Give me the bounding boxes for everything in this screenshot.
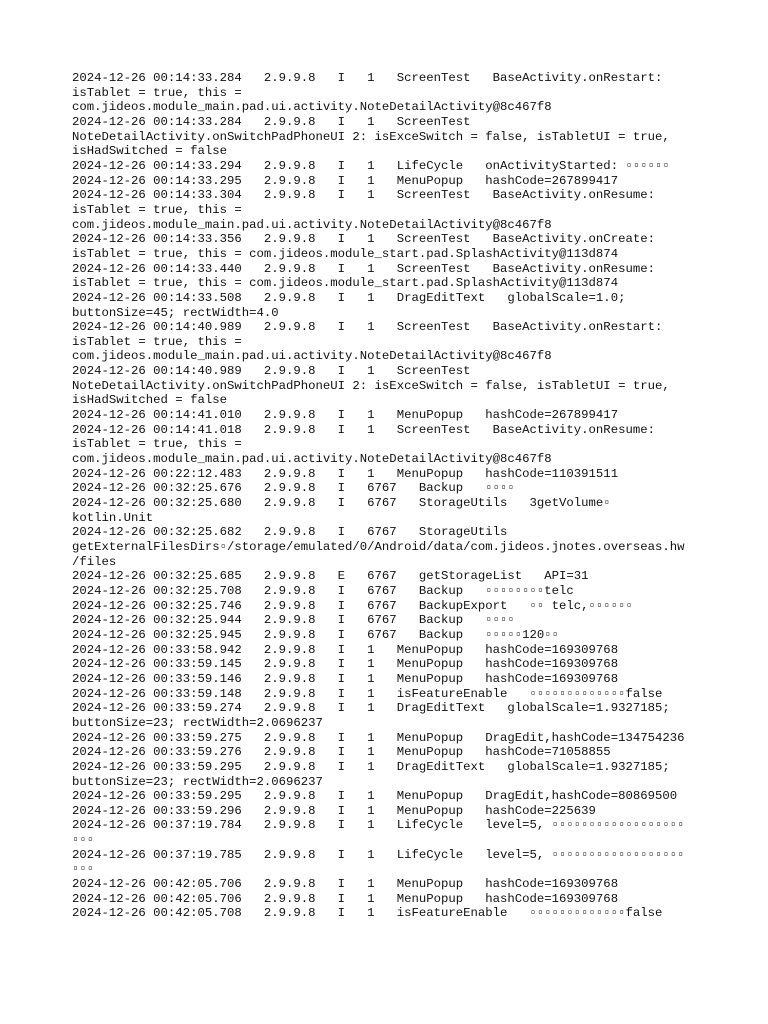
log-entry: 2024-12-26 00:33:59.146 2.9.9.8 I 1 MenuPopup hashCode=169309768: [72, 671, 619, 686]
log-entry: 2024-12-26 00:22:12.483 2.9.9.8 I 1 MenuPopup hashCode=110391511: [72, 466, 619, 481]
log-entry: 2024-12-26 00:42:05.708 2.9.9.8 I 1 isFeatureEnable ▫▫▫▫▫▫▫▫▫▫▫▫▫false: [72, 906, 663, 921]
log-entry: 2024-12-26 00:14:33.294 2.9.9.8 I 1 LifeCycle onActivityStarted: ▫▫▫▫▫▫: [72, 158, 670, 173]
log-entry: 2024-12-26 00:33:59.295 2.9.9.8 I 1 DragEditText globalScale=1.9327185; buttonSize=23; rectWidth=2.0696237: [72, 759, 670, 789]
log-entry: 2024-12-26 00:33:59.275 2.9.9.8 I 1 MenuPopup DragEdit,hashCode=134754236: [72, 730, 685, 745]
log-entry: 2024-12-26 00:32:25.746 2.9.9.8 I 6767 BackupExport ▫▫ telc,▫▫▫▫▫▫: [72, 598, 633, 613]
log-entry: 2024-12-26 00:32:25.708 2.9.9.8 I 6767 Backup ▫▫▫▫▫▫▫▫telc: [72, 583, 574, 598]
log-entry: 2024-12-26 00:14:33.295 2.9.9.8 I 1 MenuPopup hashCode=267899417: [72, 173, 619, 188]
log-entry: 2024-12-26 00:33:59.145 2.9.9.8 I 1 MenuPopup hashCode=169309768: [72, 657, 619, 672]
log-entry: 2024-12-26 00:14:33.304 2.9.9.8 I 1 ScreenTest BaseActivity.onResume: isTablet = true, this = com.jideos.module_main.pad.ui.activity.NoteDetailActivity@8c467f8: [72, 188, 655, 232]
log-entry: 2024-12-26 00:14:33.356 2.9.9.8 I 1 ScreenTest BaseActivity.onCreate: isTablet = true, this = com.jideos.module_start.pad.SplashActivity@113d874: [72, 232, 655, 261]
log-entry: 2024-12-26 00:32:25.676 2.9.9.8 I 6767 Backup ▫▫▫▫: [72, 481, 515, 496]
log-entry: 2024-12-26 00:33:59.295 2.9.9.8 I 1 MenuPopup DragEdit,hashCode=80869500: [72, 789, 678, 804]
log-entry: 2024-12-26 00:33:59.296 2.9.9.8 I 1 MenuPopup hashCode=225639: [72, 803, 596, 818]
log-entry: 2024-12-26 00:33:59.274 2.9.9.8 I 1 DragEditText globalScale=1.9327185; buttonSize=23; rectWidth=2.0696237: [72, 701, 670, 730]
log-entry: 2024-12-26 00:33:59.148 2.9.9.8 I 1 isFeatureEnable ▫▫▫▫▫▫▫▫▫▫▫▫▫false: [72, 686, 663, 701]
log-entry: 2024-12-26 00:32:25.682 2.9.9.8 I 6767 StorageUtils getExternalFilesDirs▫/storage/emulated/0/Android/data/com.jideos.jnotes.overseas.hw /files: [72, 525, 685, 569]
log-entry: 2024-12-26 00:32:25.680 2.9.9.8 I 6767 StorageUtils 3getVolume▫ kotlin.Unit: [72, 496, 611, 525]
log-entry: 2024-12-26 00:14:41.010 2.9.9.8 I 1 MenuPopup hashCode=267899417: [72, 408, 619, 423]
log-entry: 2024-12-26 00:37:19.784 2.9.9.8 I 1 LifeCycle level=5, ▫▫▫▫▫▫▫▫▫▫▫▫▫▫▫▫▫▫ ▫▫▫: [72, 818, 685, 848]
log-document: [72, 71, 712, 921]
log-entry: 2024-12-26 00:33:58.942 2.9.9.8 I 1 MenuPopup hashCode=169309768: [72, 642, 619, 657]
log-entry: 2024-12-26 00:32:25.945 2.9.9.8 I 6767 Backup ▫▫▫▫▫120▫▫: [72, 627, 560, 642]
log-entry: 2024-12-26 00:14:33.284 2.9.9.8 I 1 ScreenTest BaseActivity.onRestart: isTablet = true, this = com.jideos.module_main.pad.ui.activity.NoteDetailActivity@8c467f8: [72, 71, 663, 115]
log-entry: 2024-12-26 00:33:59.276 2.9.9.8 I 1 MenuPopup hashCode=71058855: [72, 745, 611, 760]
log-entry: 2024-12-26 00:37:19.785 2.9.9.8 I 1 LifeCycle level=5, ▫▫▫▫▫▫▫▫▫▫▫▫▫▫▫▫▫▫ ▫▫▫: [72, 847, 685, 877]
log-entry: 2024-12-26 00:42:05.706 2.9.9.8 I 1 MenuPopup hashCode=169309768: [72, 891, 619, 906]
log-entry: 2024-12-26 00:32:25.944 2.9.9.8 I 6767 Backup ▫▫▫▫: [72, 613, 515, 628]
log-entry: 2024-12-26 00:14:33.508 2.9.9.8 I 1 DragEditText globalScale=1.0; buttonSize=45; rectWidth=4.0: [72, 290, 626, 320]
log-entry: 2024-12-26 00:32:25.685 2.9.9.8 E 6767 getStorageList API=31: [72, 569, 589, 584]
log-entry: 2024-12-26 00:14:33.440 2.9.9.8 I 1 ScreenTest BaseActivity.onResume: isTablet = true, this = com.jideos.module_start.pad.SplashActivity@113d874: [72, 261, 655, 291]
log-entry: 2024-12-26 00:42:05.706 2.9.9.8 I 1 MenuPopup hashCode=169309768: [72, 877, 619, 892]
log-entry: 2024-12-26 00:14:41.018 2.9.9.8 I 1 ScreenTest BaseActivity.onResume: isTablet = true, this = com.jideos.module_main.pad.ui.activity.NoteDetailActivity@8c467f8: [72, 422, 655, 467]
log-entry: 2024-12-26 00:14:40.989 2.9.9.8 I 1 ScreenTest BaseActivity.onRestart: isTablet = true, this = com.jideos.module_main.pad.ui.activity.NoteDetailActivity@8c467f8: [72, 320, 663, 364]
log-entry: 2024-12-26 00:14:40.989 2.9.9.8 I 1 ScreenTest NoteDetailActivity.onSwitchPadPhoneUI 2: isExceSwitch = false, isTabletUI = true, isHadSwitched = false: [72, 364, 670, 408]
log-entry: 2024-12-26 00:14:33.284 2.9.9.8 I 1 ScreenTest NoteDetailActivity.onSwitchPadPhoneUI 2: isExceSwitch = false, isTabletUI = true, isHadSwitched = false: [72, 114, 670, 159]
